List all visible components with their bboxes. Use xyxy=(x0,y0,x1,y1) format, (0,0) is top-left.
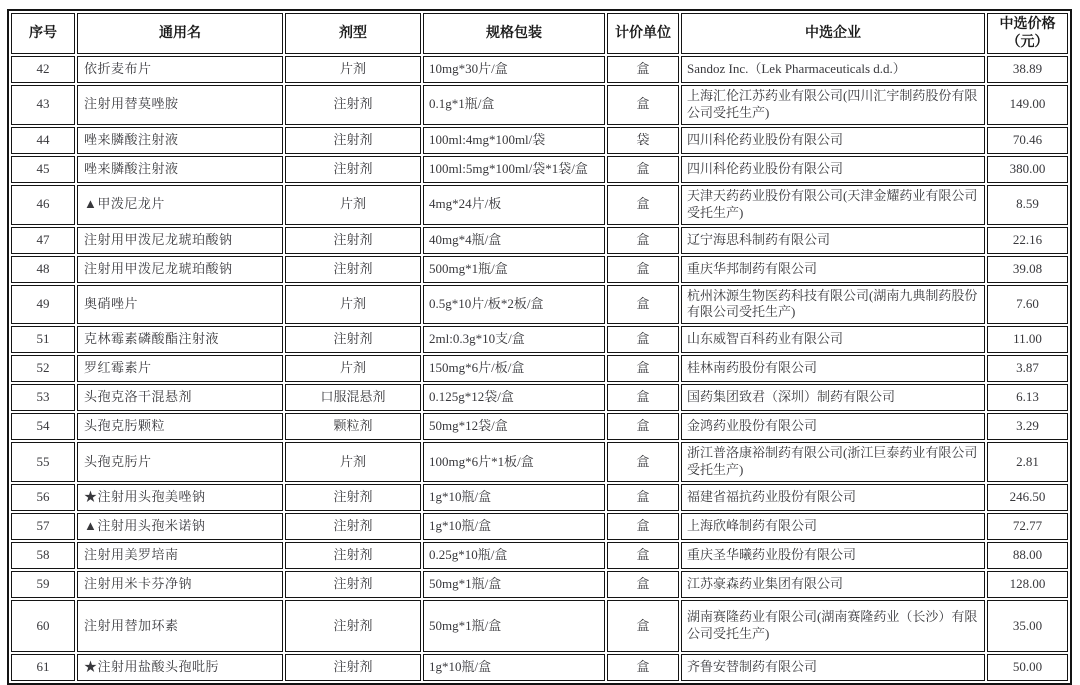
table-row xyxy=(11,326,1068,353)
cell-seq: 56 xyxy=(11,484,75,511)
table-row xyxy=(11,285,1068,325)
cell-generic-name: ▲注射用头孢米诺钠 xyxy=(77,513,283,540)
cell-selected-company: 山东威智百科药业有限公司 xyxy=(681,326,985,353)
cell-pricing-unit: 盒 xyxy=(607,227,679,254)
cell-selected-price: 22.16 xyxy=(987,227,1068,254)
cell-generic-name: ★注射用盐酸头孢吡肟 xyxy=(77,654,283,681)
cell-generic-name: 注射用替加环素 xyxy=(77,600,283,652)
cell-selected-company: 四川科伦药业股份有限公司 xyxy=(681,127,985,154)
cell-generic-name: 注射用米卡芬净钠 xyxy=(77,571,283,598)
cell-dosage-form: 注射剂 xyxy=(285,600,421,652)
cell-generic-name: 头孢克洛干混悬剂 xyxy=(77,384,283,411)
cell-spec-packaging: 0.1g*1瓶/盒 xyxy=(423,85,605,125)
cell-selected-price: 246.50 xyxy=(987,484,1068,511)
cell-generic-name: 依折麦布片 xyxy=(77,56,283,83)
cell-dosage-form: 注射剂 xyxy=(285,542,421,569)
cell-generic-name: ★注射用头孢美唑钠 xyxy=(77,484,283,511)
table-row xyxy=(11,654,1068,681)
cell-seq: 53 xyxy=(11,384,75,411)
cell-selected-company: 金鸿药业股份有限公司 xyxy=(681,413,985,440)
table-row xyxy=(11,442,1068,482)
cell-selected-price: 7.60 xyxy=(987,285,1068,325)
cell-seq: 42 xyxy=(11,56,75,83)
table-row xyxy=(11,484,1068,511)
cell-generic-name: 注射用替莫唑胺 xyxy=(77,85,283,125)
cell-selected-price: 380.00 xyxy=(987,156,1068,183)
header-pricing-unit: 计价单位 xyxy=(607,13,679,54)
cell-dosage-form: 注射剂 xyxy=(285,571,421,598)
cell-selected-price: 8.59 xyxy=(987,185,1068,225)
cell-seq: 54 xyxy=(11,413,75,440)
cell-generic-name: 唑来膦酸注射液 xyxy=(77,127,283,154)
cell-spec-packaging: 1g*10瓶/盒 xyxy=(423,654,605,681)
cell-dosage-form: 片剂 xyxy=(285,185,421,225)
cell-seq: 61 xyxy=(11,654,75,681)
cell-spec-packaging: 2ml:0.3g*10支/盒 xyxy=(423,326,605,353)
cell-pricing-unit: 盒 xyxy=(607,413,679,440)
header-selected-price-line1: 中选价格 xyxy=(999,17,1056,32)
cell-spec-packaging: 1g*10瓶/盒 xyxy=(423,484,605,511)
cell-selected-company: 上海汇伦江苏药业有限公司(四川汇宇制药股份有限公司受托生产) xyxy=(681,85,985,125)
cell-dosage-form: 注射剂 xyxy=(285,654,421,681)
cell-seq: 55 xyxy=(11,442,75,482)
cell-dosage-form: 口服混悬剂 xyxy=(285,384,421,411)
cell-generic-name: 注射用甲泼尼龙琥珀酸钠 xyxy=(77,256,283,283)
cell-selected-price: 6.13 xyxy=(987,384,1068,411)
cell-dosage-form: 颗粒剂 xyxy=(285,413,421,440)
cell-selected-price: 128.00 xyxy=(987,571,1068,598)
cell-pricing-unit: 盒 xyxy=(607,571,679,598)
cell-spec-packaging: 500mg*1瓶/盒 xyxy=(423,256,605,283)
cell-selected-company: 湖南赛隆药业有限公司(湖南赛隆药业（长沙）有限公司受托生产) xyxy=(681,600,985,652)
cell-selected-company: 辽宁海思科制药有限公司 xyxy=(681,227,985,254)
header-dosage-form: 剂型 xyxy=(285,13,421,54)
cell-pricing-unit: 盒 xyxy=(607,285,679,325)
cell-dosage-form: 注射剂 xyxy=(285,256,421,283)
table-row xyxy=(11,56,1068,83)
cell-spec-packaging: 4mg*24片/板 xyxy=(423,185,605,225)
cell-selected-price: 88.00 xyxy=(987,542,1068,569)
cell-spec-packaging: 50mg*1瓶/盒 xyxy=(423,571,605,598)
cell-selected-company: 天津天药药业股份有限公司(天津金耀药业有限公司受托生产) xyxy=(681,185,985,225)
cell-dosage-form: 注射剂 xyxy=(285,127,421,154)
cell-selected-company: 桂林南药股份有限公司 xyxy=(681,355,985,382)
cell-spec-packaging: 100mg*6片*1板/盒 xyxy=(423,442,605,482)
cell-spec-packaging: 100ml:5mg*100ml/袋*1袋/盒 xyxy=(423,156,605,183)
cell-pricing-unit: 袋 xyxy=(607,127,679,154)
cell-pricing-unit: 盒 xyxy=(607,513,679,540)
cell-selected-company: Sandoz Inc.（Lek Pharmaceuticals d.d.） xyxy=(681,56,985,83)
cell-spec-packaging: 150mg*6片/板/盒 xyxy=(423,355,605,382)
table-body xyxy=(11,56,1068,681)
cell-selected-price: 3.87 xyxy=(987,355,1068,382)
cell-spec-packaging: 50mg*12袋/盒 xyxy=(423,413,605,440)
cell-generic-name: 注射用甲泼尼龙琥珀酸钠 xyxy=(77,227,283,254)
cell-spec-packaging: 0.25g*10瓶/盒 xyxy=(423,542,605,569)
cell-dosage-form: 片剂 xyxy=(285,56,421,83)
cell-selected-price: 11.00 xyxy=(987,326,1068,353)
cell-pricing-unit: 盒 xyxy=(607,484,679,511)
header-selected-price xyxy=(987,13,1068,54)
cell-generic-name: 唑来膦酸注射液 xyxy=(77,156,283,183)
cell-dosage-form: 注射剂 xyxy=(285,85,421,125)
cell-dosage-form: 注射剂 xyxy=(285,326,421,353)
cell-pricing-unit: 盒 xyxy=(607,355,679,382)
cell-seq: 51 xyxy=(11,326,75,353)
cell-selected-price: 3.29 xyxy=(987,413,1068,440)
cell-selected-company: 国药集团致君（深圳）制药有限公司 xyxy=(681,384,985,411)
header-row xyxy=(11,13,1068,54)
cell-pricing-unit: 盒 xyxy=(607,185,679,225)
cell-seq: 45 xyxy=(11,156,75,183)
cell-seq: 57 xyxy=(11,513,75,540)
cell-selected-company: 浙江普洛康裕制药有限公司(浙江巨泰药业有限公司受托生产) xyxy=(681,442,985,482)
cell-dosage-form: 片剂 xyxy=(285,442,421,482)
cell-selected-company: 齐鲁安替制药有限公司 xyxy=(681,654,985,681)
cell-seq: 59 xyxy=(11,571,75,598)
cell-spec-packaging: 40mg*4瓶/盒 xyxy=(423,227,605,254)
cell-selected-price: 70.46 xyxy=(987,127,1068,154)
cell-spec-packaging: 0.5g*10片/板*2板/盒 xyxy=(423,285,605,325)
header-selected-price-line2: （元） xyxy=(1006,34,1049,50)
cell-selected-price: 72.77 xyxy=(987,513,1068,540)
cell-dosage-form: 注射剂 xyxy=(285,227,421,254)
table-row xyxy=(11,571,1068,598)
cell-selected-price: 50.00 xyxy=(987,654,1068,681)
cell-seq: 58 xyxy=(11,542,75,569)
table-row xyxy=(11,513,1068,540)
cell-pricing-unit: 盒 xyxy=(607,542,679,569)
cell-seq: 48 xyxy=(11,256,75,283)
table-row xyxy=(11,355,1068,382)
table-row xyxy=(11,542,1068,569)
cell-pricing-unit: 盒 xyxy=(607,384,679,411)
drug-price-table xyxy=(7,9,1072,685)
cell-generic-name: 克林霉素磷酸酯注射液 xyxy=(77,326,283,353)
cell-selected-price: 35.00 xyxy=(987,600,1068,652)
cell-selected-price: 149.00 xyxy=(987,85,1068,125)
cell-pricing-unit: 盒 xyxy=(607,442,679,482)
cell-selected-company: 四川科伦药业股份有限公司 xyxy=(681,156,985,183)
cell-pricing-unit: 盒 xyxy=(607,600,679,652)
cell-seq: 49 xyxy=(11,285,75,325)
header-seq: 序号 xyxy=(11,13,75,54)
cell-spec-packaging: 50mg*1瓶/盒 xyxy=(423,600,605,652)
cell-pricing-unit: 盒 xyxy=(607,85,679,125)
cell-spec-packaging: 100ml:4mg*100ml/袋 xyxy=(423,127,605,154)
cell-pricing-unit: 盒 xyxy=(607,156,679,183)
cell-pricing-unit: 盒 xyxy=(607,256,679,283)
table-row xyxy=(11,384,1068,411)
cell-generic-name: 头孢克肟片 xyxy=(77,442,283,482)
table-row xyxy=(11,156,1068,183)
cell-selected-company: 重庆华邦制药有限公司 xyxy=(681,256,985,283)
table-row xyxy=(11,85,1068,125)
cell-dosage-form: 注射剂 xyxy=(285,484,421,511)
header-spec-packaging: 规格包装 xyxy=(423,13,605,54)
cell-selected-company: 福建省福抗药业股份有限公司 xyxy=(681,484,985,511)
cell-selected-company: 江苏豪森药业集团有限公司 xyxy=(681,571,985,598)
table-row xyxy=(11,256,1068,283)
cell-selected-company: 杭州沐源生物医药科技有限公司(湖南九典制药股份有限公司受托生产) xyxy=(681,285,985,325)
table-row xyxy=(11,600,1068,652)
cell-generic-name: 注射用美罗培南 xyxy=(77,542,283,569)
cell-generic-name: ▲甲泼尼龙片 xyxy=(77,185,283,225)
cell-seq: 43 xyxy=(11,85,75,125)
cell-selected-price: 39.08 xyxy=(987,256,1068,283)
cell-generic-name: 头孢克肟颗粒 xyxy=(77,413,283,440)
cell-pricing-unit: 盒 xyxy=(607,56,679,83)
cell-selected-company: 重庆圣华曦药业股份有限公司 xyxy=(681,542,985,569)
cell-generic-name: 奥硝唑片 xyxy=(77,285,283,325)
cell-seq: 52 xyxy=(11,355,75,382)
cell-dosage-form: 注射剂 xyxy=(285,513,421,540)
cell-generic-name: 罗红霉素片 xyxy=(77,355,283,382)
table-header xyxy=(11,13,1068,54)
table-row xyxy=(11,413,1068,440)
table-row xyxy=(11,127,1068,154)
cell-pricing-unit: 盒 xyxy=(607,326,679,353)
cell-spec-packaging: 1g*10瓶/盒 xyxy=(423,513,605,540)
cell-selected-company: 上海欣峰制药有限公司 xyxy=(681,513,985,540)
header-selected-company: 中选企业 xyxy=(681,13,985,54)
cell-seq: 44 xyxy=(11,127,75,154)
cell-spec-packaging: 0.125g*12袋/盒 xyxy=(423,384,605,411)
cell-selected-price: 2.81 xyxy=(987,442,1068,482)
cell-dosage-form: 注射剂 xyxy=(285,156,421,183)
cell-selected-price: 38.89 xyxy=(987,56,1068,83)
cell-spec-packaging: 10mg*30片/盒 xyxy=(423,56,605,83)
cell-seq: 46 xyxy=(11,185,75,225)
cell-dosage-form: 片剂 xyxy=(285,285,421,325)
header-generic-name: 通用名 xyxy=(77,13,283,54)
cell-pricing-unit: 盒 xyxy=(607,654,679,681)
table-row xyxy=(11,227,1068,254)
cell-seq: 60 xyxy=(11,600,75,652)
cell-dosage-form: 片剂 xyxy=(285,355,421,382)
table-row xyxy=(11,185,1068,225)
cell-seq: 47 xyxy=(11,227,75,254)
